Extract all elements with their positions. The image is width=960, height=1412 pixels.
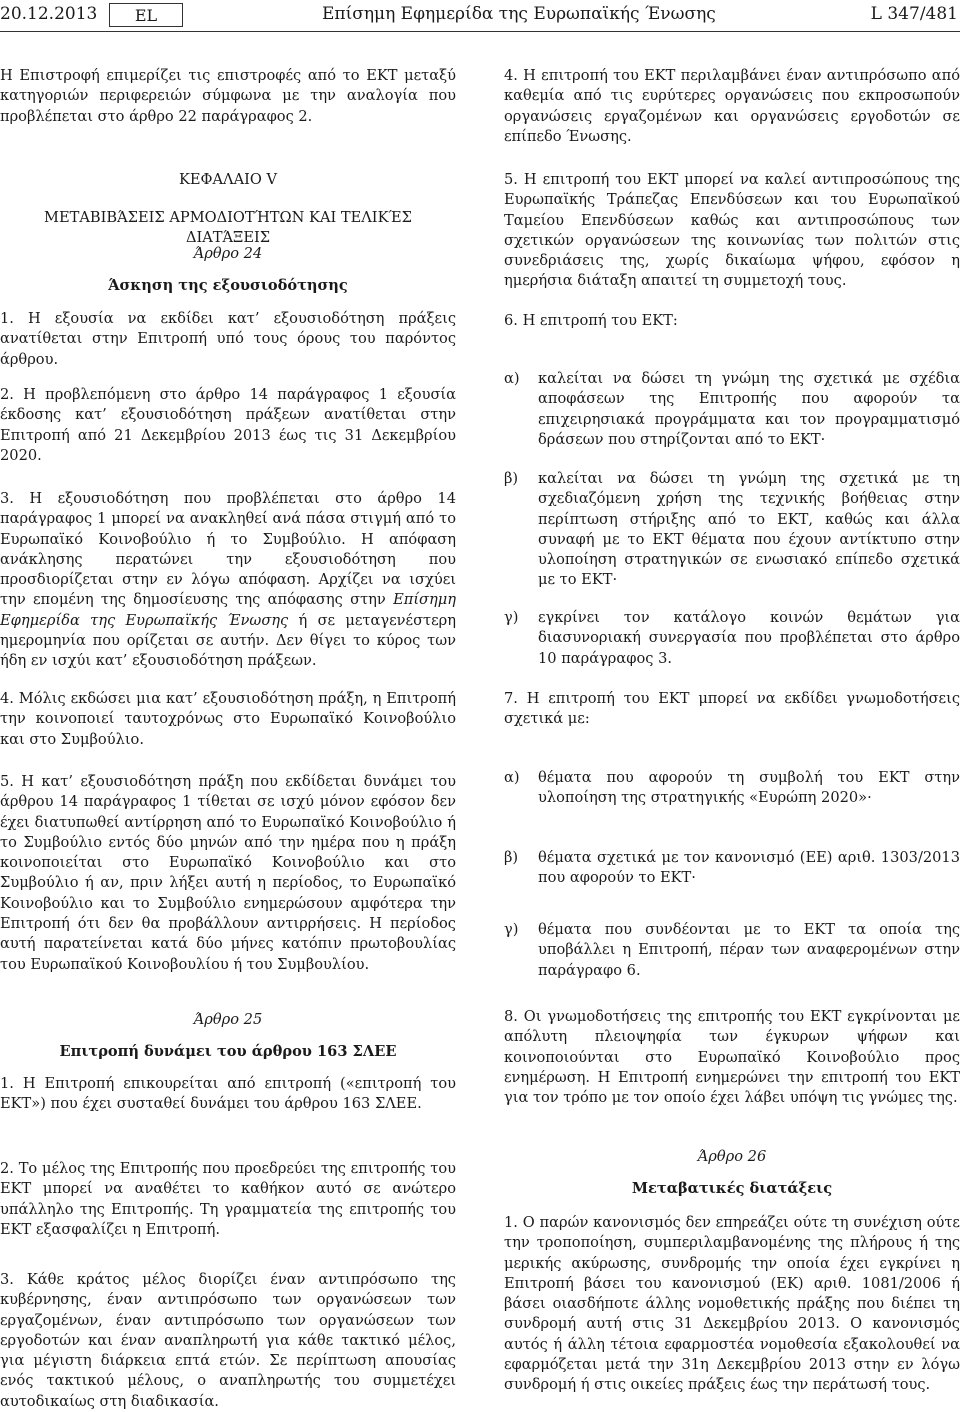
- list-item-label: β): [504, 470, 519, 487]
- article-24-paragraph-3: [0, 489, 456, 672]
- chapter-number: ΚΕΦΑΛΑΙΟ V: [178, 171, 278, 188]
- article-25-paragraph-8: 8. Οι γνωμοδοτήσεις της επιτροπής του ΕΚΤ εγκρίνονται με απόλυτη πλειοψηφία των έγκυρων ψήφων και κοινοποιούνται στο Ευρωπαϊκό Κοινοβούλιο προς ενημέρωση. Η Επιτροπή ενημερώνει την επιτροπή του ΕΚΤ για τον τρόπο με τον οποίο έχει λάβει υπόψη τις γνώμες της.: [504, 1008, 960, 1107]
- list-item-label: γ): [504, 921, 519, 938]
- article-25-heading: Άρθρο 25: [193, 1011, 263, 1028]
- page-reference: L 347/481: [870, 4, 958, 24]
- paragraph-return-distribution: Η Επιστροφή επιμερίζει τις επιστροφές από το ΕΚΤ μεταξύ κατηγοριών περιφερειών σύμφωνα με την αναλογία που προβλέπεται στο άρθρο 22 παράγραφος 2.: [0, 67, 456, 125]
- article-25-paragraph-7: 7. Η επιτροπή του ΕΚΤ μπορεί να εκδίδει γνωμοδοτήσεις σχετικά με:: [504, 690, 960, 728]
- list-item-label: γ): [504, 609, 519, 626]
- list-item-label: β): [504, 849, 519, 866]
- article-24-paragraph-5: 5. Η κατ’ εξουσιοδότηση πράξη που εκδίδεται δυνάμει του άρθρου 14 παράγραφος 1 τίθεται σε ισχύ μόνον εφόσον δεν έχει διατυπωθεί αντίρρηση από το Ευρωπαϊκό Κοινοβούλιο ή το Συμβούλιο εντός δύο μηνών από την ημέρα που η πράξη κοινοποιείται στο Ευρωπαϊκό Κοινοβούλιο και στο Συμβούλιο ή αν, πριν λήξει αυτή η περίοδος, το Ευρωπαϊκό Κοινοβούλιο και το Συμβούλιο ενημερώσουν αμφότερα την Επιτροπή ότι δεν θα προβάλλουν αντιρρήσεις. Η περίοδος αυτή παρατείνεται κατά δύο μήνες κατόπιν πρωτοβουλίας του Ευρωπαϊκού Κοινοβουλίου ή του Συμβουλίου.: [0, 773, 456, 973]
- language-badge: EL: [109, 3, 183, 27]
- article-24-paragraph-2: 2. Η προβλεπόμενη στο άρθρο 14 παράγραφος 1 εξουσία έκδοσης κατ’ εξουσιοδότηση πράξεων ανατίθεται στην Επιτροπή από 21 Δεκεμβρίου 2013 έως τις 31 Δεκεμβρίου 2020.: [0, 386, 456, 464]
- list-item-label: α): [504, 769, 520, 786]
- publication-date: 20.12.2013: [0, 4, 98, 24]
- list-item-text: θέματα που συνδέονται με το ΕΚΤ τα οποία της υποβάλλει η Επιτροπή, πέραν των αναφερομένων στην παράγραφο 6.: [538, 921, 960, 979]
- list-item: [504, 369, 960, 450]
- list-item: [504, 848, 960, 889]
- article-25-paragraph-4: 4. Η επιτροπή του ΕΚΤ περιλαμβάνει έναν αντιπρόσωπο από καθεμία από τις ευρύτερες οργανώσεις που εκπροσωπούν οργανώσεις εργαζομένων και οργανώσεις εργοδοτών σε επίπεδο Ένωσης.: [504, 67, 960, 145]
- paragraph-3-text-start: 3. Η εξουσιοδότηση που προβλέπεται στο άρθρο 14 παράγραφος 1 μπορεί να ανακληθεί ανά πάσα στιγμή από το Ευρωπαϊκό Κοινοβούλιο ή το Συμβούλιο. Η απόφαση ανάκλησης περατώνει την εξουσιοδότηση που προσδιορίζεται στην εν λόγω απόφαση. Αρχίζει να ισχύει την επομένη της δημοσίευσης της απόφασης στην: [0, 490, 456, 609]
- list-item: [504, 469, 960, 591]
- list-item: [504, 768, 960, 809]
- list-item-text: καλείται να δώσει τη γνώμη της σχετικά με σχέδια αποφάσεων της Επιτροπής που αφορούν τα επιχειρησιακά προγράμματα και τον προγραμματισμό δράσεων που στηρίζονται από το ΕΚΤ·: [538, 370, 960, 448]
- article-25-paragraph-2: 2. Το μέλος της Επιτροπής που προεδρεύει της επιτροπής του ΕΚΤ μπορεί να αναθέτει το καθήκον αυτό σε ανώτερο υπάλληλο της Επιτροπής. Τη γραμματεία της επιτροπής του ΕΚΤ εξασφαλίζει η Επιτροπή.: [0, 1160, 456, 1238]
- list-item-text: θέματα σχετικά με τον κανονισμό (ΕΕ) αριθ. 1303/2013 που αφορούν το ΕΚΤ·: [538, 849, 960, 887]
- article-24-heading: Άρθρο 24: [193, 245, 263, 262]
- list-item: [504, 608, 960, 669]
- chapter-title: ΜΕΤΑΒΙΒΆΣΕΙΣ ΑΡΜΟΔΙΟΤΉΤΩΝ ΚΑΙ ΤΕΛΙΚΈΣ ΔΙΑΤΆΞΕΙΣ: [44, 209, 412, 247]
- paragraph-3-text-end: ή σε μεταγενέστερη ημερομηνία που ορίζεται σε αυτήν. Δεν θίγει το κύρος των ήδη εν ισχύι κατ’ εξουσιοδότηση πράξεων.: [0, 611, 456, 670]
- article-25-paragraph-6: 6. Η επιτροπή του ΕΚΤ:: [504, 312, 678, 329]
- list-item-text: θέματα που αφορούν τη συμβολή του ΕΚΤ στην υλοποίηση της στρατηγικής «Ευρώπη 2020»·: [538, 769, 960, 807]
- article-25-paragraph-3: 3. Κάθε κράτος μέλος διορίζει έναν αντιπρόσωπο της κυβέρνησης, έναν αντιπρόσωπο των οργανώσεων των εργαζομένων, έναν αντιπρόσωπο των οργανώσεων των εργοδοτών και έναν αναπληρωτή για κάθε τακτικό μέλος, για μέγιστη διάρκεια επτά ετών. Σε περίπτωση απουσίας ενός τακτικού μέλους, ο αναπληρωτής του συμμετέχει αυτοδικαίως στη διαδικασία.: [0, 1271, 456, 1410]
- header-rule: [0, 31, 960, 32]
- list-item-text: καλείται να δώσει τη γνώμη της σχετικά με τη σχεδιαζόμενη χρήση της τεχνικής βοήθειας στην περίπτωση στήριξης από το ΕΚΤ, καθώς και άλλα συναφή με το ΕΚΤ θέματα που έχουν αντίκτυπο στην υλοποίηση στρατηγικών σε ενωσιακό επίπεδο σχετικά με το ΕΚΤ·: [538, 470, 960, 589]
- list-item-text: εγκρίνει τον κατάλογο κοινών θεμάτων για διασυνοριακή συνεργασία που προβλέπεται στο άρθρο 10 παράγραφος 3.: [538, 609, 960, 667]
- article-24-title: Άσκηση της εξουσιοδότησης: [108, 277, 348, 294]
- article-25-paragraph-5: 5. Η επιτροπή του ΕΚΤ μπορεί να καλεί αντιπροσώπους της Ευρωπαϊκής Τράπεζας Επενδύσεων και του Ευρωπαϊκού Ταμείου Επενδύσεων καθώς και αντιπροσώπους των σχετικών οργανώσεων της κοινωνίας των πολιτών στις συνεδριάσεις της, χωρίς δικαίωμα ψήφου, εφόσον η ημερήσια διάταξη απαιτεί τη συμμετοχή τους.: [504, 171, 960, 290]
- article-25-title: Επιτροπή δυνάμει του άρθρου 163 ΣΛΕΕ: [59, 1043, 397, 1060]
- journal-title: Επίσημη Εφημερίδα της Ευρωπαϊκής Ένωσης: [322, 4, 716, 24]
- article-26-heading: Άρθρο 26: [697, 1148, 767, 1165]
- article-26-title: Μεταβατικές διατάξεις: [631, 1180, 833, 1197]
- article-24-paragraph-4: 4. Μόλις εκδώσει μια κατ’ εξουσιοδότηση πράξη, η Επιτροπή την κοινοποιεί ταυτοχρόνως στο Ευρωπαϊκό Κοινοβούλιο και στο Συμβούλιο.: [0, 690, 456, 748]
- journal-title-italic: Επίσημη Εφημερίδα της Ευρωπαϊκής Ένωσης: [0, 591, 456, 629]
- article-26-paragraph-1: 1. Ο παρών κανονισμός δεν επηρεάζει ούτε τη συνέχιση ούτε την τροποποίηση, συμπεριλαμβανομένης της πλήρους ή της μερικής ακύρωσης, συνδρομής την οποία έχει εγκρίνει η Επιτροπή βάσει του κανονισμού (ΕΚ) αριθ. 1081/2006 ή βάσει οιασδήποτε άλλης νομοθετικής πράξης που διέπει τη συνδρομή αυτή στις 31 Δεκεμβρίου 2013. Ο κανονισμός αυτός ή άλλη τέτοια εφαρμοστέα νομοθεσία εξακολουθεί να εφαρμόζεται μετά την 31η Δεκεμβρίου 2013 στην εν λόγω συνδρομή ή στις οικείες πράξεις έως την περάτωσή τους.: [504, 1214, 960, 1394]
- article-25-paragraph-1: 1. Η Επιτροπή επικουρείται από επιτροπή («επιτροπή του ΕΚΤ») που έχει συσταθεί δυνάμει του άρθρου 163 ΣΛΕΕ.: [0, 1075, 456, 1113]
- page-header: [0, 0, 960, 34]
- list-item: [504, 920, 960, 981]
- list-item-label: α): [504, 370, 520, 387]
- article-24-paragraph-1: 1. Η εξουσία να εκδίδει κατ’ εξουσιοδότηση πράξεις ανατίθεται στην Επιτροπή υπό τους όρους του παρόντος άρθρου.: [0, 310, 456, 368]
